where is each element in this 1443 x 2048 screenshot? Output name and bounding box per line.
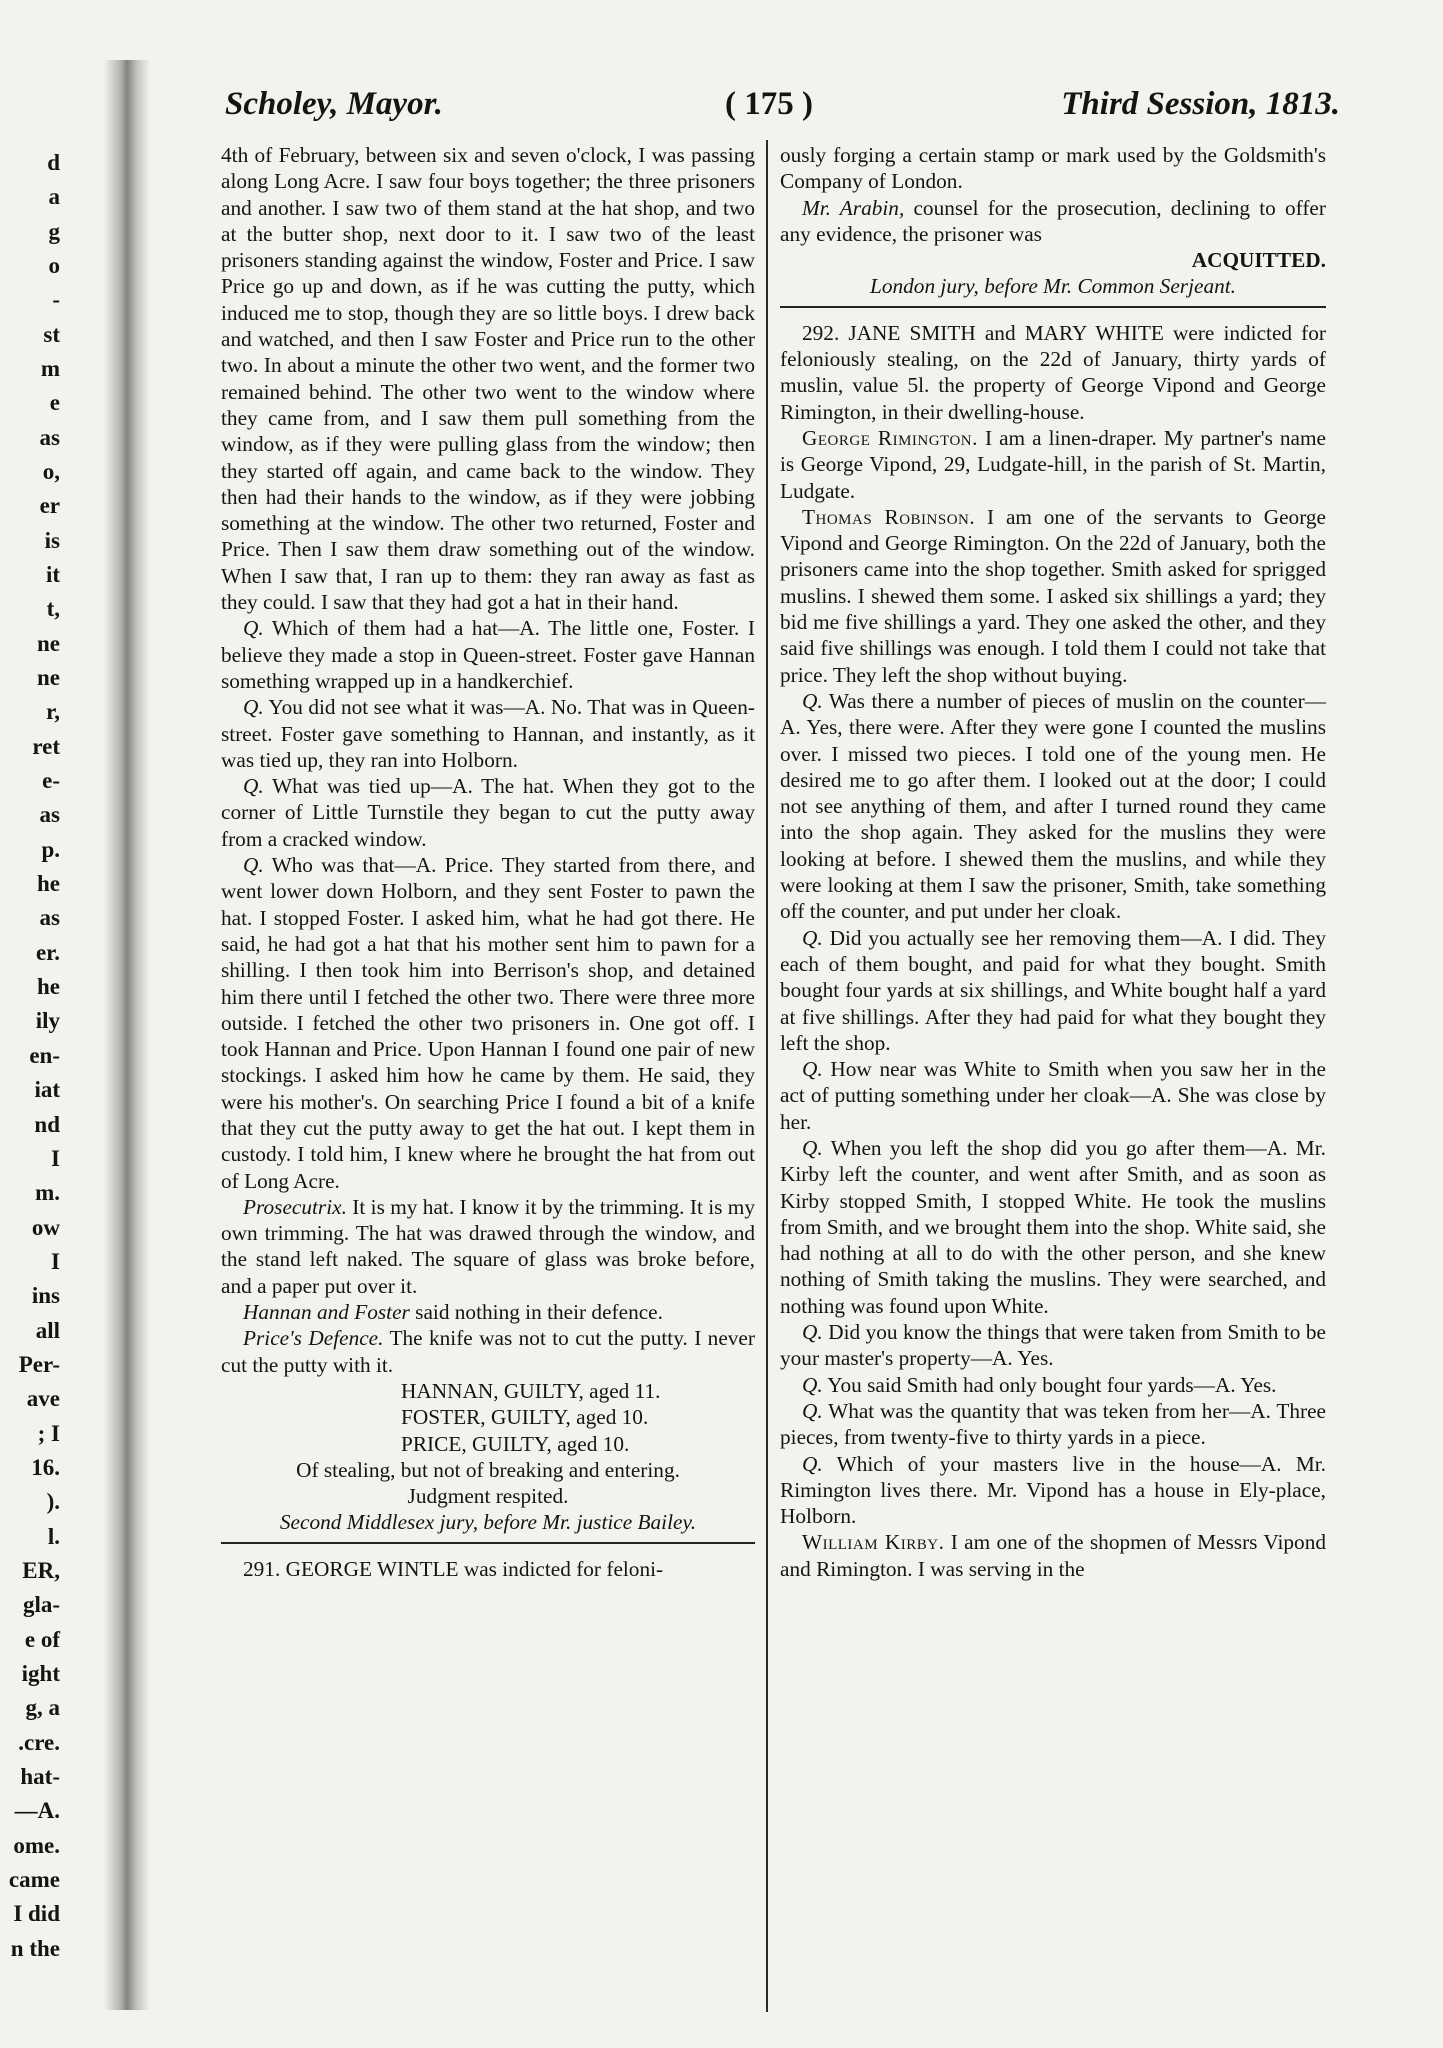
case-separator	[780, 306, 1326, 308]
margin-fragment: all	[35, 1318, 60, 1343]
margin-fragment: t,	[46, 596, 60, 621]
verdict-hannan: HANNAN, GUILTY, aged 11.	[401, 1378, 661, 1403]
margin-fragment: he	[37, 974, 60, 999]
margin-fragment: Per-	[18, 1352, 60, 1377]
question-answer	[780, 1135, 1326, 1319]
question-answer	[780, 1319, 1326, 1372]
margin-fragment: .cre.	[18, 1730, 60, 1755]
statement-text: I am one of the servants to George Vipond and George Rimington. On the 22d of January, both the prisoners came into the shop together. Smith asked for sprigged muslins. I shewed them some. I asked six shillings a yard; they bid me five shillings a yard. They one asked the other, and they said five shillings was enough. I told them I could not take that price. They left the shop without buying.	[780, 504, 1327, 687]
margin-fragment: as	[39, 425, 60, 450]
defence-text: said nothing in their defence.	[415, 1300, 663, 1325]
statement-text: counsel for the prosecution, declining to offer any evidence, the prisoner was	[780, 195, 1326, 246]
right-column	[780, 142, 1326, 1582]
margin-fragment: ily	[35, 1008, 60, 1033]
question-answer	[221, 852, 755, 1194]
question-answer	[221, 615, 755, 694]
defence-note	[221, 1299, 755, 1325]
margin-fragment: is	[44, 528, 60, 553]
margin-fragment: e-	[42, 768, 60, 793]
prosecutrix-statement	[221, 1194, 755, 1299]
question-answer	[780, 1056, 1326, 1135]
margin-fragment: ome.	[13, 1833, 60, 1858]
margin-fragment: ow	[31, 1215, 60, 1240]
defendant-names: Hannan and Foster	[243, 1300, 410, 1325]
header-mayor: Scholey, Mayor.	[225, 86, 443, 122]
question-answer	[221, 694, 755, 773]
question-answer	[780, 688, 1326, 925]
acquitted-verdict: ACQUITTED.	[1191, 248, 1326, 273]
question-answer	[780, 1451, 1326, 1530]
qa-text: Did you actually see her removing them—A. I did. They each of them bought, and paid for what they bought. Smith bought four yards at six shillings, and White bought half a yard at five shillings. After they had paid for what they bought they left the shop.	[780, 925, 1326, 1055]
margin-fragment: ER,	[22, 1558, 60, 1583]
counsel-name: Mr. Arabin,	[802, 195, 905, 220]
margin-fragment: o	[48, 253, 60, 278]
witness-statement	[780, 1529, 1326, 1582]
speaker-label: Price's Defence.	[243, 1326, 384, 1351]
margin-fragment: —A.	[14, 1798, 60, 1823]
page-number: ( 175 )	[725, 86, 813, 122]
statement-text: It is my hat. I know it by the trimming. It is my own trimming. The hat was drawed through the window, and the stand left naked. The square of glass was broke before, and a paper put over it.	[221, 1194, 756, 1298]
margin-fragment: ight	[21, 1661, 60, 1686]
q-marker: Q.	[243, 853, 264, 878]
margin-fragment: as	[39, 905, 60, 930]
margin-fragment: nd	[34, 1112, 60, 1137]
margin-fragment: en-	[29, 1043, 60, 1068]
margin-fragment: ave	[26, 1386, 60, 1411]
verdict-foster: FOSTER, GUILTY, aged 10.	[401, 1405, 649, 1430]
margin-fragment: he	[37, 871, 60, 896]
qa-text: You did not see what it was—A. No. That was in Queen-street. Foster gave something to Hannan, and instantly, as it was tied up, they ran into Holborn.	[221, 695, 755, 772]
adjacent-page-margin	[0, 150, 64, 2010]
margin-fragment: I	[51, 1249, 60, 1274]
statement-text: I am a linen-draper. My partner's name is George Vipond, 29, Ludgate-hill, in the parish of St. Martin, Ludgate.	[780, 425, 1326, 503]
statement-text: I am one of the shopmen of Messrs Vipond and Rimington. I was serving in the	[780, 1530, 1326, 1581]
margin-fragment: er	[39, 493, 60, 518]
margin-fragment: n the	[10, 1936, 60, 1961]
margin-fragment: 16.	[31, 1455, 60, 1480]
margin-fragment: ne	[37, 665, 60, 690]
q-marker: Q.	[802, 1057, 823, 1082]
offence-detail: Of stealing, but not of breaking and entering.	[296, 1457, 680, 1482]
q-marker: Q.	[802, 1398, 823, 1423]
qa-text: Did you know the things that were taken from Smith to be your master's property—A. Yes.	[780, 1320, 1326, 1371]
margin-fragment: I did	[13, 1901, 60, 1926]
margin-fragment: e of	[24, 1627, 60, 1652]
margin-fragment: ).	[46, 1489, 60, 1514]
margin-fragment: it	[45, 562, 60, 587]
margin-fragment: a	[48, 184, 60, 209]
price-defence	[221, 1325, 755, 1378]
q-marker: Q.	[243, 616, 264, 641]
q-marker: Q.	[802, 1135, 823, 1160]
margin-fragment: gla-	[22, 1592, 60, 1617]
margin-fragment: e	[49, 390, 60, 415]
counsel-statement	[780, 195, 1326, 248]
margin-fragment: d	[47, 150, 60, 175]
running-header	[225, 86, 1340, 132]
margin-fragment: -	[52, 287, 60, 312]
q-marker: Q.	[243, 695, 264, 720]
book-binding-shadow	[104, 60, 150, 2010]
qa-text: Who was that—A. Price. They started from there, and went lower down Holborn, and they sent Foster to pawn the hat. I stopped Foster. I asked him, what he had got there. He said, he had got a hat that his mother sent him to pawn for a shilling. I then took him into Berrison's shop, and detained him there until I fetched the other two. There were three more outside. I fetched the other two prisoners in. One got off. I took Hannan and Price. Upon Hannan I found one pair of new stockings. I asked him how he came by them. He said, they were his mother's. On searching Price I found a bit of a knife that they cut the putty away to get the hat out. I kept them in custody. I told him, I knew where he brought the hat from out of Long Acre.	[221, 853, 755, 1193]
qa-text: You said Smith had only bought four yards—A. Yes.	[827, 1372, 1277, 1397]
left-column	[221, 142, 755, 1582]
q-marker: Q.	[802, 1451, 823, 1476]
witness-name: George Rimington.	[802, 425, 978, 450]
question-answer	[780, 1372, 1326, 1398]
qa-text: How near was White to Smith when you saw her in the act of putting something under her cloak—A. She was close by her.	[780, 1057, 1326, 1134]
verdict-price: PRICE, GUILTY, aged 10.	[401, 1431, 630, 1456]
witness-statement	[780, 504, 1326, 688]
speaker-label: Prosecutrix.	[243, 1194, 347, 1219]
question-answer	[780, 925, 1326, 1056]
margin-fragment: iat	[34, 1077, 60, 1102]
witness-name: William Kirby.	[802, 1530, 945, 1555]
margin-fragment: er.	[35, 940, 60, 965]
margin-fragment: g	[48, 219, 60, 244]
jury-line: London jury, before Mr. Common Serjeant.	[870, 274, 1236, 299]
q-marker: Q.	[802, 925, 823, 950]
q-marker: Q.	[802, 688, 823, 713]
margin-fragment: ne	[37, 631, 60, 656]
question-answer	[780, 1398, 1326, 1451]
case-separator	[221, 1542, 755, 1544]
margin-fragment: p.	[41, 837, 60, 862]
case-heading: 291. GEORGE WINTLE was indicted for feloni-	[243, 1556, 664, 1581]
testimony-paragraph: 4th of February, between six and seven o'clock, I was passing along Long Acre. I saw four boys together; the three prisoners and another. I saw two of them stand at the hat shop, and two at the butter shop, next door to it. I saw two of the least prisoners standing against the window, Foster and Price. I saw Price go up and down, as if he was cutting the putty, which induced me to stop, though they are so little boys. I drew back and watched, and then I saw Foster and Price run to the other two. In about a minute the other two went, and the former two remained behind. The other two went to the window where they came from, and I saw them pull something from the window, as if they were pulling glass from the window; then they started off again, and came back to the window. They then had their hands to the window, as if they were jobbing something at the window. The other two returned, Foster and Price. Then I saw them draw something out of the window. When I saw that, I ran up to them: they ran away as fast as they could. I saw that they had got a hat in their hand.	[221, 143, 755, 615]
margin-fragment: r,	[46, 699, 60, 724]
margin-fragment: as	[39, 802, 60, 827]
defence-text: The knife was not to cut the putty. I never cut the putty with it.	[221, 1326, 755, 1377]
witness-name: Thomas Robinson.	[802, 504, 976, 529]
margin-fragment: I	[51, 1146, 60, 1171]
case-heading: 292. JANE SMITH and MARY WHITE were indicted for feloniously stealing, on the 22d of January, thirty yards of muslin, value 5l. the property of George Vipond and George Rimington, in their dwelling-house.	[780, 320, 1326, 424]
q-marker: Q.	[802, 1320, 823, 1345]
question-answer	[221, 773, 755, 852]
qa-text: Which of them had a hat—A. The little one, Foster. I believe they made a stop in Queen-street. Foster gave Hannan something wrapped up in a handkerchief.	[221, 616, 755, 693]
case-continuation: ously forging a certain stamp or mark used by the Goldsmith's Company of London.	[780, 143, 1326, 194]
judgment: Judgment respited.	[407, 1484, 569, 1509]
margin-fragment: hat-	[20, 1764, 60, 1789]
qa-text: When you left the shop did you go after them—A. Mr. Kirby left the counter, and went after Smith, and as soon as Kirby stopped Smith, I stopped White. He took the muslins from Smith, and we brought them into the shop. White said, she had nothing at all to do with the other person, and she knew nothing of Smith taking the muslins. They were searched, and nothing was found upon White.	[780, 1135, 1326, 1318]
header-session: Third Session, 1813.	[1061, 86, 1340, 122]
margin-fragment: st	[43, 322, 60, 347]
witness-statement	[780, 425, 1326, 504]
qa-text: Was there a number of pieces of muslin on the counter—A. Yes, there were. After they were gone I counted the muslins over. I missed two pieces. I told one of the young men. He desired me to go after them. I looked out at the door; I could not see anything of them, and after I turned round they came into the shop again. They asked for the muslins they were looking at before. I shewed them the muslins, and while they were looking at them I saw the prisoner, Smith, take something off the counter, and put under her cloak.	[780, 688, 1326, 924]
margin-fragment: m	[40, 356, 60, 381]
q-marker: Q.	[802, 1372, 823, 1397]
q-marker: Q.	[243, 774, 264, 799]
margin-fragment: ins	[31, 1283, 60, 1308]
qa-text: What was the quantity that was teken from her—A. Three pieces, from twenty-five to thirty yards in a piece.	[780, 1398, 1326, 1450]
margin-fragment: o,	[42, 459, 60, 484]
margin-fragment: m.	[35, 1180, 60, 1205]
margin-fragment: ; I	[37, 1421, 60, 1446]
margin-fragment: ret	[32, 734, 60, 759]
margin-fragment: came	[8, 1867, 60, 1892]
jury-line: Second Middlesex jury, before Mr. justice Bailey.	[279, 1510, 697, 1535]
column-divider	[766, 140, 768, 2012]
qa-text: What was tied up—A. The hat. When they got to the corner of Little Turnstile they began to cut the putty away from a cracked window.	[221, 774, 755, 851]
margin-fragment: g, a	[25, 1695, 60, 1720]
qa-text: Which of your masters live in the house—A. Mr. Rimington lives there. Mr. Vipond has a house in Ely-place, Holborn.	[780, 1451, 1326, 1529]
margin-fragment: l.	[47, 1524, 60, 1549]
